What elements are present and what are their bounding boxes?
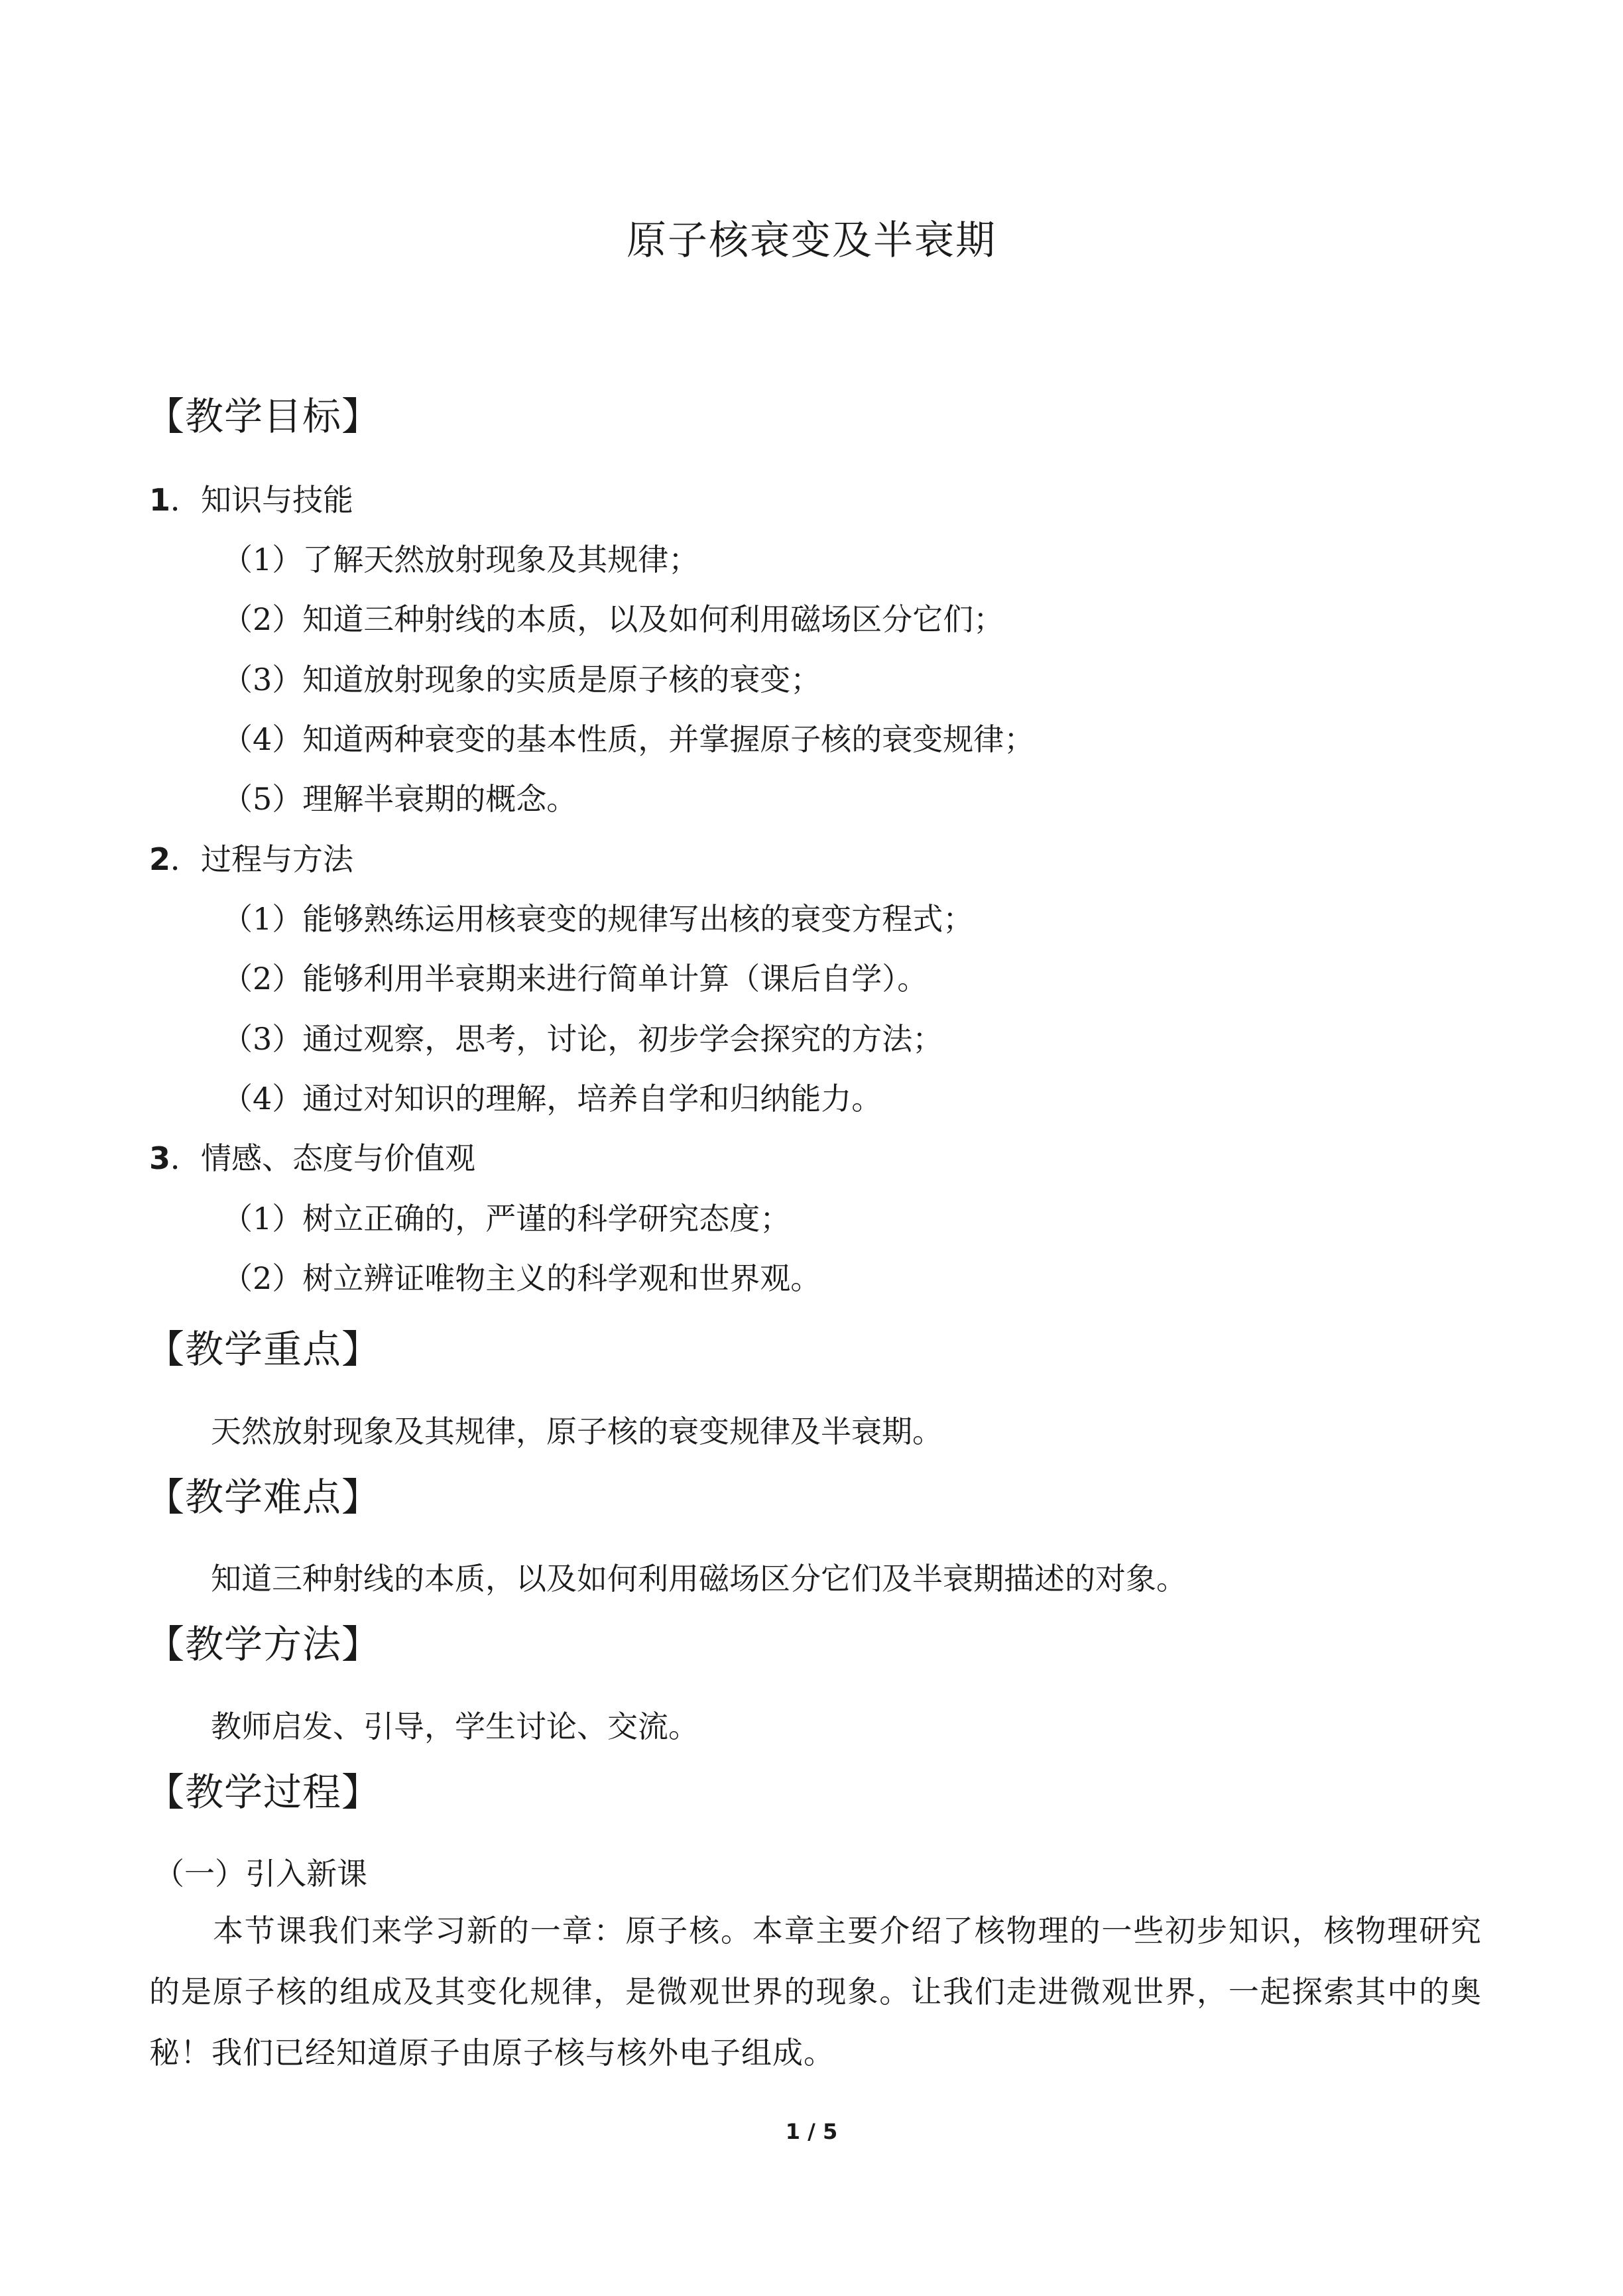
section-number: 1 (149, 482, 171, 518)
document-title: 原子核衰变及半衰期 (627, 217, 996, 264)
heading-methods: 【教学方法】 (146, 1622, 381, 1667)
section-title: ．过程与方法 (170, 841, 354, 877)
objective-item: （3）知道放射现象的实质是原子核的衰变； (222, 662, 821, 697)
section-2-heading (149, 836, 353, 882)
heading-difficulties: 【教学难点】 (146, 1475, 381, 1520)
key-points-text: 天然放射现象及其规律，原子核的衰变规律及半衰期。 (211, 1414, 943, 1449)
objective-item: （3）通过观察，思考，讨论，初步学会探究的方法； (222, 1021, 943, 1057)
process-subheading: （一）引入新课 (154, 1856, 367, 1892)
section-1-heading (149, 477, 353, 523)
methods-text: 教师启发、引导，学生讨论、交流。 (211, 1709, 699, 1744)
heading-objectives: 【教学目标】 (146, 394, 381, 439)
page-number: 1 / 5 (785, 2119, 838, 2144)
objective-item: （1）了解天然放射现象及其规律； (222, 542, 699, 577)
objective-item: （1）能够熟练运用核衰变的规律写出核的衰变方程式； (222, 901, 974, 937)
section-title: ．情感、态度与价值观 (170, 1140, 476, 1176)
objective-item: （2）树立辨证唯物主义的科学观和世界观。 (222, 1260, 821, 1296)
heading-key-points: 【教学重点】 (146, 1327, 381, 1372)
section-title: ．知识与技能 (170, 482, 354, 518)
objective-item: （2）知道三种射线的本质，以及如何利用磁场区分它们； (222, 601, 1004, 637)
section-number: 2 (149, 841, 171, 877)
objective-item: （4）通过对知识的理解，培养自学和归纳能力。 (222, 1081, 882, 1117)
objective-item: （2）能够利用半衰期来进行简单计算（课后自学）。 (222, 961, 928, 997)
section-3-heading (149, 1135, 475, 1181)
section-number: 3 (149, 1140, 171, 1176)
heading-process: 【教学过程】 (146, 1770, 381, 1815)
objective-item: （1）树立正确的，严谨的科学研究态度； (222, 1201, 791, 1237)
objective-item: （4）知道两种衰变的基本性质，并掌握原子核的衰变规律； (222, 721, 1035, 757)
difficulties-text: 知道三种射线的本质，以及如何利用磁场区分它们及半衰期描述的对象。 (211, 1561, 1187, 1597)
process-paragraph: 本节课我们来学习新的一章：原子核。本章主要介绍了核物理的一些初步知识，核物理研究的是原子核的组成及其变化规律，是微观世界的现象。让我们走进微观世界，一起探索其中的奥秘！我们已经知道原子由原子核与核外电子组成。 (149, 1913, 1482, 2071)
objective-item: （5）理解半衰期的概念。 (222, 781, 577, 817)
